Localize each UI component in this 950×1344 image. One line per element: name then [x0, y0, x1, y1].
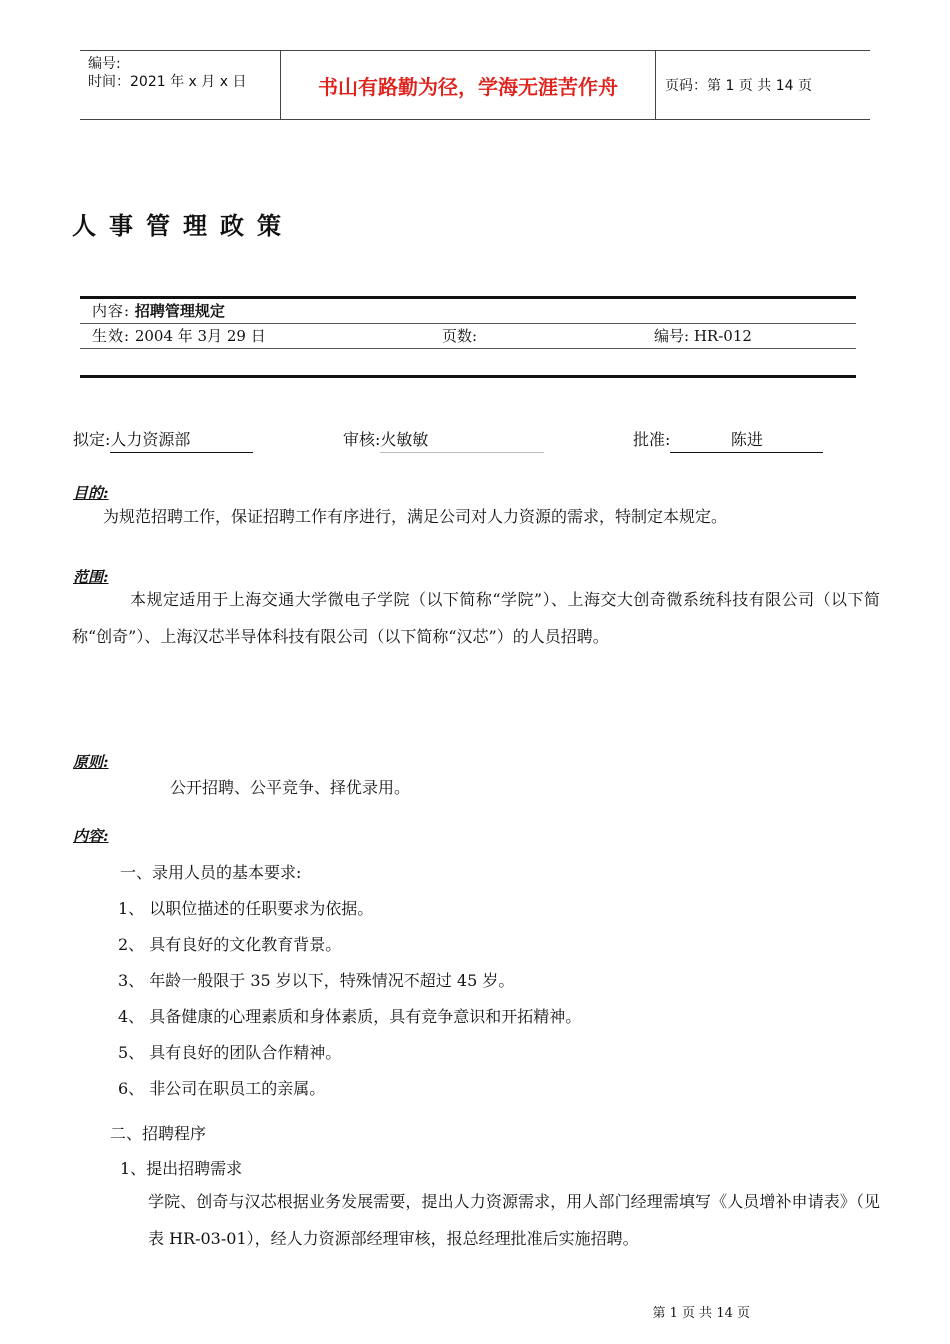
approval-draft: [73, 428, 253, 452]
step1-title: 1、提出招聘需求: [120, 1159, 243, 1178]
approval-review: [343, 428, 544, 452]
principle-text: 公开招聘、公平竞争、择优录用。: [170, 778, 411, 797]
review-value: 火敏敏: [380, 428, 544, 453]
review-label: 审核:: [343, 430, 381, 449]
document-title: 人事管理政策: [72, 211, 294, 240]
step1-text: 学院、创奇与汉芯根据业务发展需要，提出人力资源需求，用人部门经理需填写《人员增补申请表》（见表 HR-03-01），经人力资源部经理审核，报总经理批准后实施招聘。: [148, 1192, 880, 1248]
header-number: 编号:: [88, 56, 121, 72]
code-field: [654, 324, 752, 348]
info-row-content: [80, 299, 856, 323]
header-divider: [655, 51, 656, 119]
scope-heading: 范围:: [73, 568, 109, 586]
requirement-item: 6、 非公司在职员工的亲属。: [118, 1079, 326, 1098]
content-value: 招聘管理规定: [134, 302, 225, 320]
effective-label: 生效:: [92, 327, 131, 345]
draft-label: 拟定:: [73, 430, 111, 449]
header-time: 时间：2021 年 x 月 x 日: [88, 74, 247, 90]
approve-label: 批准:: [633, 430, 671, 449]
info-row-blank: [80, 349, 856, 375]
footer-page-number: 第 1 页 共 14 页: [652, 1306, 750, 1321]
header-slogan: 书山有路勤为径，学海无涯苦作舟: [318, 74, 618, 99]
page-footer: [0, 1302, 950, 1321]
requirement-item: 2、 具有良好的文化教育背景。: [118, 935, 342, 954]
effective-value: 2004 年 3月 29 日: [134, 327, 266, 345]
part2-title: 二、招聘程序: [110, 1124, 207, 1143]
requirement-item: 1、 以职位描述的任职要求为依据。: [118, 899, 374, 918]
approval-approve: [633, 428, 823, 452]
requirement-item: 3、 年龄一般限于 35 岁以下，特殊情况不超过 45 岁。: [118, 971, 515, 990]
header-meta: [88, 55, 278, 91]
principle-heading: 原则:: [73, 753, 109, 771]
code-label: 编号:: [654, 327, 690, 345]
divider: [80, 375, 856, 378]
info-row-effective: [80, 324, 856, 348]
code-value: HR-012: [693, 327, 752, 345]
scope-text: 本规定适用于上海交通大学微电子学院（以下简称“学院”）、上海交大创奇微系统科技有限公司（以下简称“创奇”）、上海汉芯半导体科技有限公司（以下简称“汉芯”）的人员招聘。: [72, 590, 880, 646]
document-info-block: [80, 296, 856, 378]
part1-title: 一、录用人员的基本要求:: [120, 863, 302, 882]
page-header-box: [80, 50, 870, 120]
header-page-info: 页码：第 1 页 共 14 页: [665, 78, 812, 94]
purpose-text: 为规范招聘工作，保证招聘工作有序进行，满足公司对人力资源的需求，特制定本规定。: [103, 507, 728, 526]
requirement-item: 4、 具备健康的心理素质和身体素质，具有竞争意识和开拓精神。: [118, 1007, 582, 1026]
purpose-heading: 目的:: [73, 484, 109, 502]
requirement-item: 5、 具有良好的团队合作精神。: [118, 1043, 342, 1062]
content-label: 内容:: [92, 302, 131, 320]
draft-value: 人力资源部: [110, 428, 253, 453]
approve-value: 陈进: [670, 428, 823, 453]
content-heading: 内容:: [73, 827, 109, 845]
pages-label: 页数:: [442, 327, 478, 345]
